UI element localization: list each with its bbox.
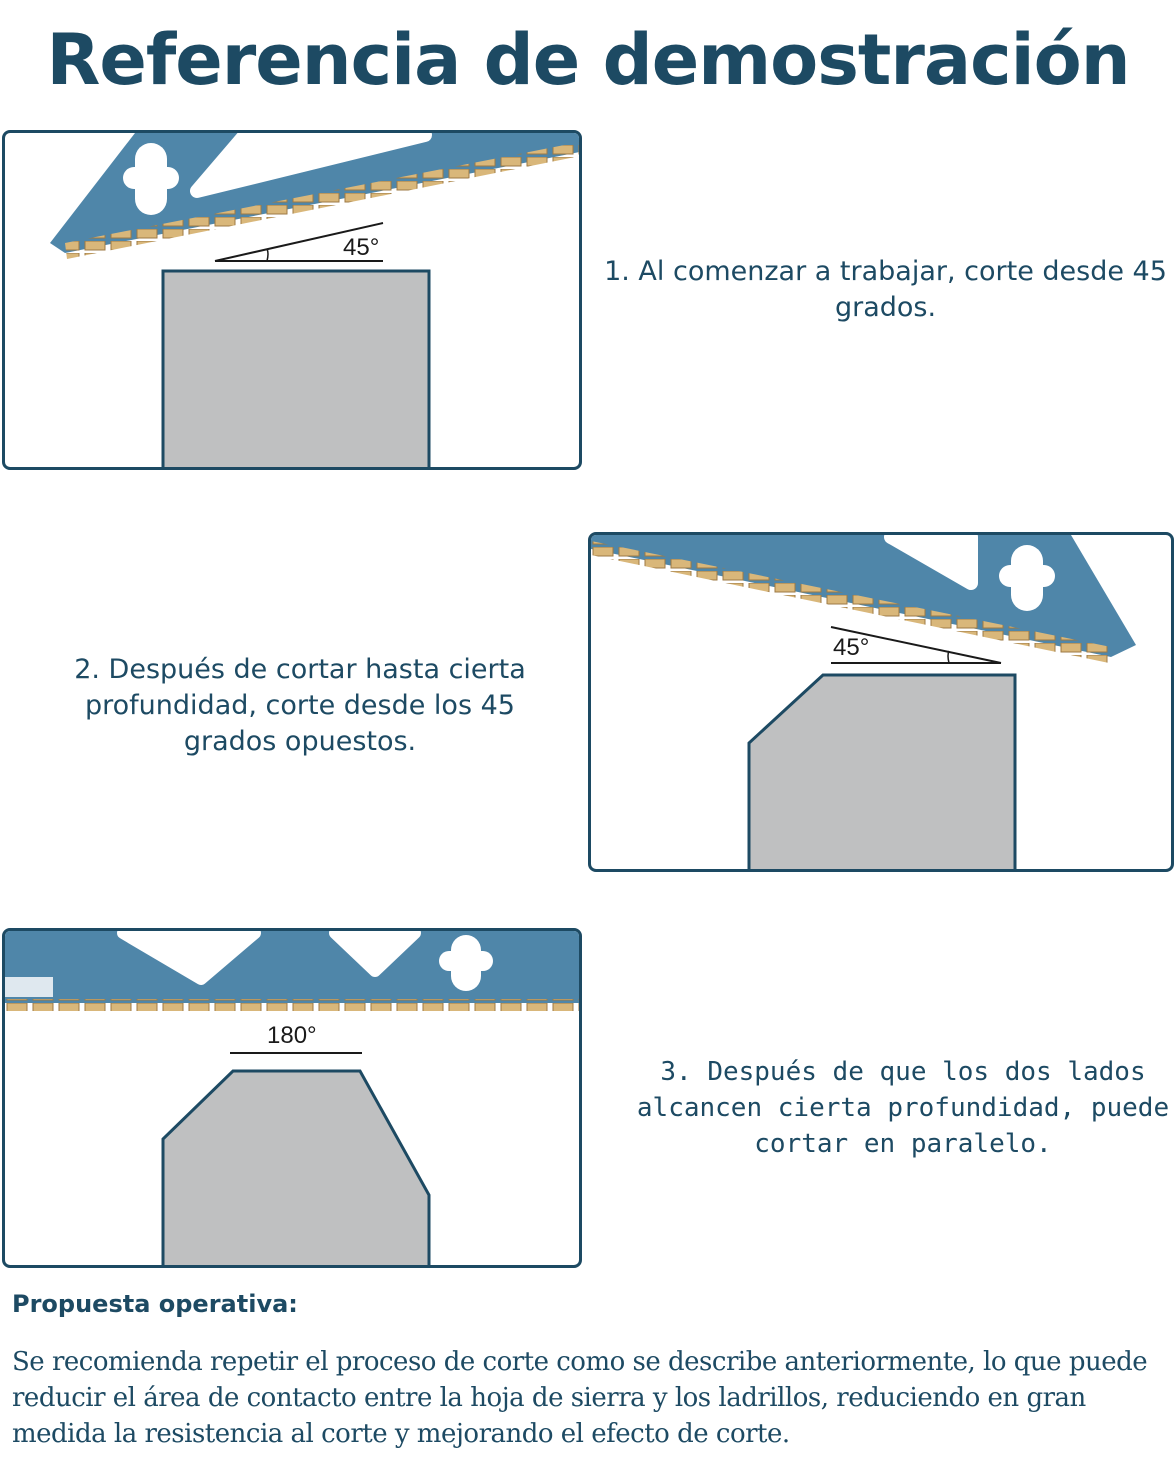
angle-indicator xyxy=(215,223,383,261)
step-3-text: 3. Después de que los dos lados alcancen cierta profundidad, puede cortar en paralelo. xyxy=(636,1057,1170,1159)
brick xyxy=(163,271,429,470)
angle-label: 180° xyxy=(267,1022,317,1049)
proposal-text: Se recomienda repetir el proceso de corte como se describe anteriormente, lo que puede reducir el área de contacto entre la hoja de sierra y los ladrillos, reduciendo en gran medida la resistencia al corte y mejorando el efecto de corte. xyxy=(12,1347,1148,1449)
step-1-illustration xyxy=(5,133,582,470)
brick xyxy=(163,1071,429,1268)
step-2-text: 2. Después de cortar hasta cierta profundidad, corte desde los 45 grados opuestos. xyxy=(74,654,526,757)
angle-label: 45° xyxy=(833,634,870,661)
saw-blade xyxy=(50,133,582,259)
page-title: Referencia de demostración xyxy=(46,19,1130,101)
proposal-heading: Propuesta operativa: xyxy=(12,1290,298,1318)
step-2-illustration xyxy=(591,535,1174,872)
demo-panel-step-1 xyxy=(2,130,582,470)
demo-panel-step-2 xyxy=(588,532,1174,872)
angle-label: 45° xyxy=(343,234,380,261)
saw-blade xyxy=(5,931,582,1011)
brick xyxy=(749,675,1015,872)
step-3-illustration xyxy=(5,931,582,1268)
demo-panel-step-3 xyxy=(2,928,582,1268)
angle-indicator xyxy=(230,1022,362,1053)
step-1-text: 1. Al comenzar a trabajar, corte desde 45 grados. xyxy=(604,256,1167,323)
